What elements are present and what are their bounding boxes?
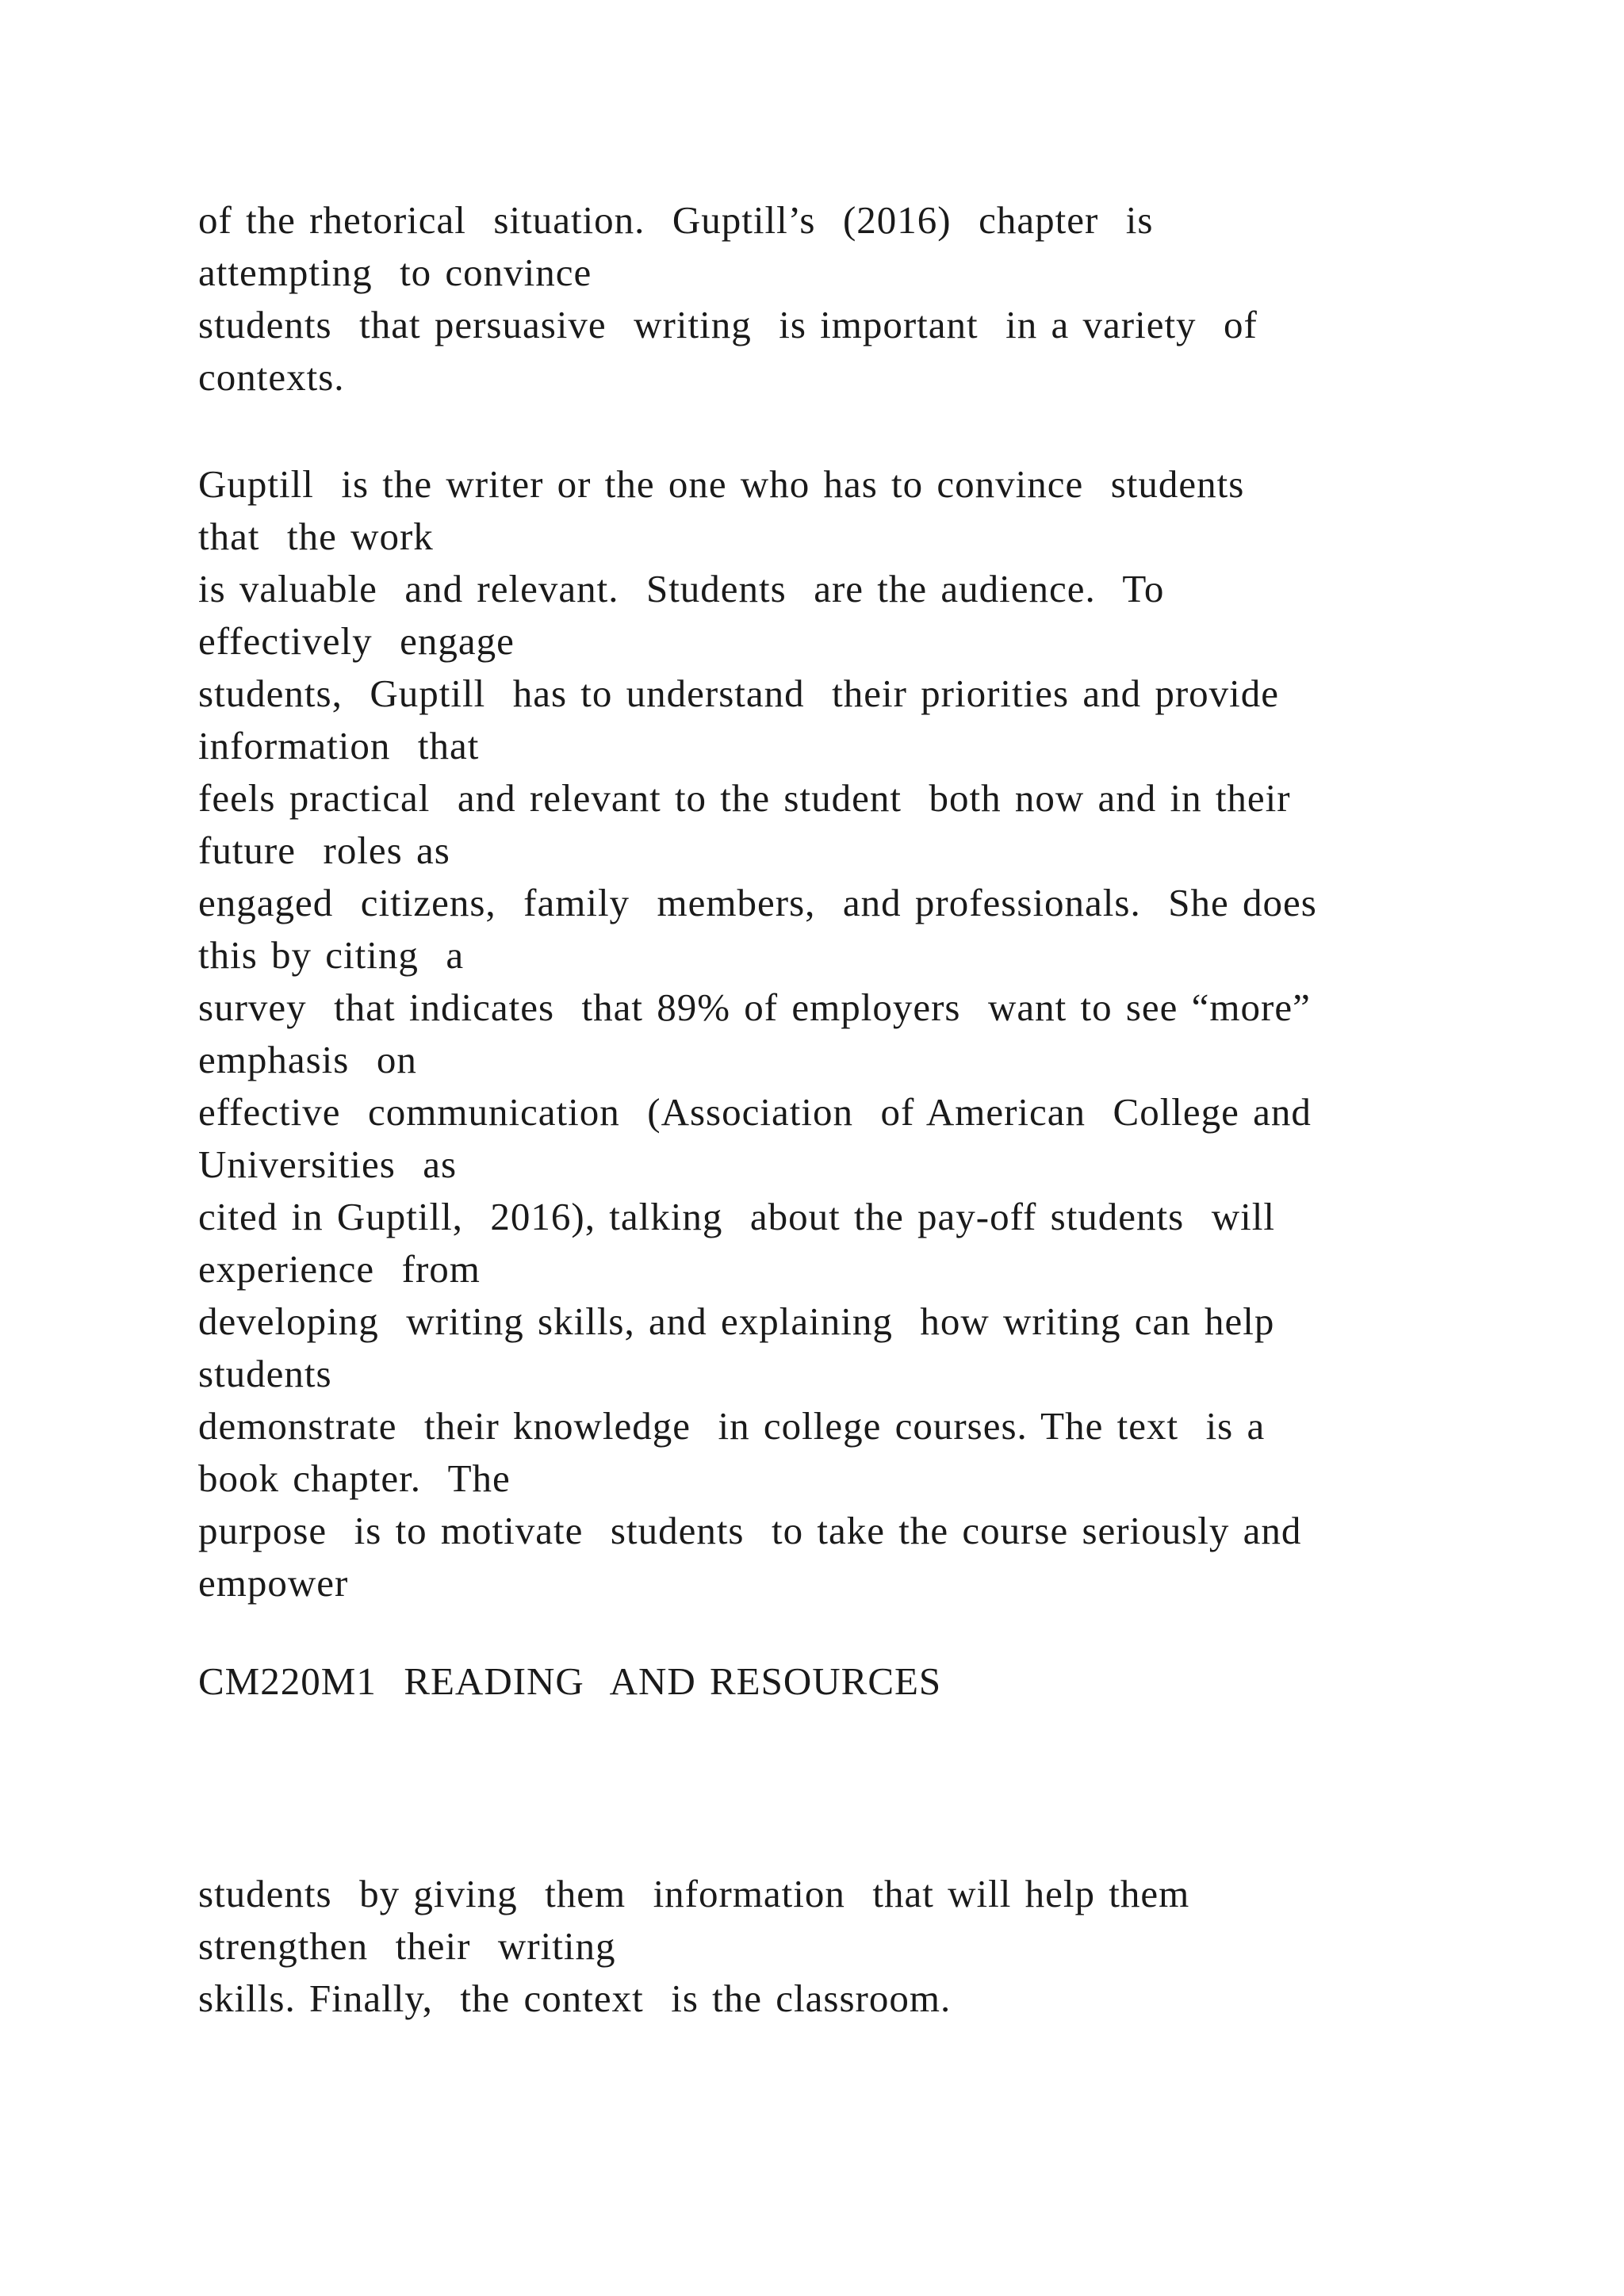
text-line: engaged citizens, family members, and professionals. She does (198, 881, 1317, 924)
text-line: strengthen their writing (198, 1924, 616, 1968)
text-line: book chapter. The (198, 1456, 511, 1500)
text-line: students by giving them information that will help them (198, 1872, 1190, 1915)
text-line: CM220M1 READING AND RESOURCES (198, 1659, 942, 1703)
text-line: survey that indicates that 89% of employers want to see “more” (198, 985, 1311, 1029)
text-line: Guptill is the writer or the one who has to convince students (198, 462, 1245, 506)
text-line: developing writing skills, and explaining how writing can help (198, 1299, 1275, 1343)
text-line: attempting to convince (198, 251, 592, 294)
text-line: emphasis on (198, 1038, 417, 1081)
paragraph-writer-audience (198, 458, 1435, 1609)
text-line: skills. Finally, the context is the classroom. (198, 1976, 952, 2020)
text-line: effectively engage (198, 619, 515, 663)
text-line: students (198, 1352, 332, 1395)
paragraph-context (198, 1868, 1435, 2025)
text-line: students, Guptill has to understand their priorities and provide (198, 672, 1280, 715)
text-line: purpose is to motivate students to take the course seriously and (198, 1509, 1302, 1552)
text-line: empower (198, 1561, 349, 1605)
text-line: experience from (198, 1247, 481, 1291)
text-line: of the rhetorical situation. Guptill’s (2016) chapter is (198, 198, 1154, 242)
text-line: demonstrate their knowledge in college courses. The text is a (198, 1404, 1266, 1448)
paragraph-rhetorical-situation (198, 194, 1435, 404)
text-line: effective communication (Association of American College and (198, 1090, 1312, 1134)
text-line: that the work (198, 515, 434, 558)
text-line: this by citing a (198, 933, 465, 977)
text-line: information that (198, 724, 480, 767)
text-line: is valuable and relevant. Students are the audience. To (198, 567, 1165, 610)
page-header-course-code (198, 1655, 1435, 1708)
text-line: cited in Guptill, 2016), talking about the pay-off students will (198, 1195, 1275, 1238)
text-line: feels practical and relevant to the student both now and in their (198, 776, 1291, 820)
text-line: contexts. (198, 355, 345, 399)
text-line: students that persuasive writing is important in a variety of (198, 303, 1258, 346)
text-line: Universities as (198, 1142, 458, 1186)
text-line: future roles as (198, 828, 450, 872)
